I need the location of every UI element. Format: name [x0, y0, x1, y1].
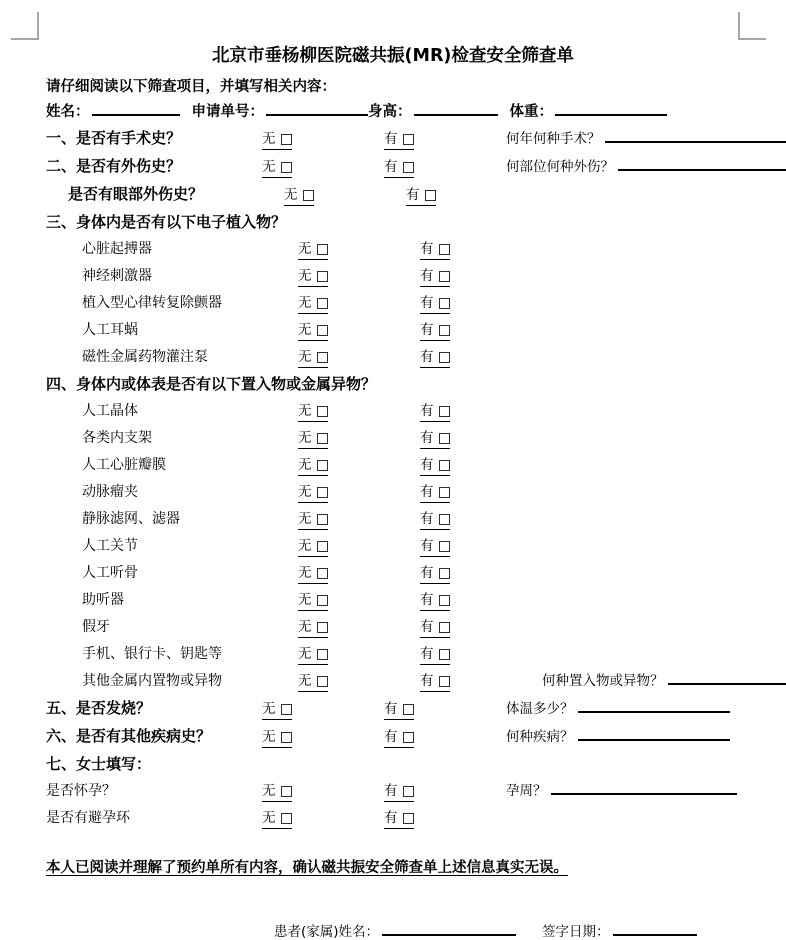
no-checkbox[interactable]: [281, 786, 292, 797]
yes-option-group[interactable]: [420, 673, 450, 692]
question-row: [46, 236, 762, 263]
no-option: [298, 317, 420, 344]
no-checkbox[interactable]: [317, 352, 328, 363]
instruction-text: 请仔细阅读以下筛查项目，并填写相关内容：: [46, 78, 762, 97]
no-option-label: 无: [284, 187, 298, 204]
signature-row: [46, 920, 762, 940]
no-option: [298, 533, 420, 560]
yes-option-label: 有: [420, 646, 434, 663]
yes-option: [420, 344, 542, 371]
yes-option-label: 有: [420, 538, 434, 555]
signature-date-label: 签字日期：: [542, 920, 610, 940]
yes-option: [420, 668, 542, 695]
question-label: 手机、银行卡、钥匙等: [46, 641, 298, 668]
no-checkbox[interactable]: [281, 162, 292, 173]
no-option-group[interactable]: [298, 484, 328, 503]
question-label: 人工关节: [46, 533, 298, 560]
yes-option-label: 有: [384, 131, 398, 148]
followup-input[interactable]: [578, 699, 730, 713]
yes-option-label: 有: [420, 403, 434, 420]
no-option-group[interactable]: [298, 592, 328, 611]
order-field[interactable]: [192, 101, 369, 123]
section-heading: 七、女士填写：: [46, 751, 762, 778]
yes-option-group[interactable]: [420, 511, 450, 530]
no-option: [284, 182, 406, 209]
yes-option-group[interactable]: [420, 295, 450, 314]
question-row: [46, 125, 762, 153]
question-row: [46, 695, 762, 723]
no-checkbox[interactable]: [317, 649, 328, 660]
question-label: 心脏起搏器: [46, 236, 298, 263]
question-row: [46, 614, 762, 641]
yes-option-label: 有: [384, 701, 398, 718]
yes-option-label: 有: [420, 295, 434, 312]
yes-option: [420, 614, 542, 641]
yes-option-group[interactable]: [384, 701, 414, 720]
yes-option-label: 有: [420, 484, 434, 501]
question-label: 一、是否有手术史？: [46, 125, 262, 152]
yes-option-group[interactable]: [420, 349, 450, 368]
no-option: [262, 724, 384, 751]
no-checkbox[interactable]: [317, 460, 328, 471]
yes-option: [420, 533, 542, 560]
no-checkbox[interactable]: [317, 568, 328, 579]
no-checkbox[interactable]: [317, 487, 328, 498]
weight-input[interactable]: [555, 101, 667, 116]
crop-mark-top-left-icon: [11, 12, 39, 40]
no-option-group[interactable]: [298, 538, 328, 557]
name-input[interactable]: [92, 101, 180, 116]
no-option-label: 无: [298, 592, 312, 609]
name-label: 姓名：: [46, 102, 90, 123]
crop-mark-top-right-icon: [738, 12, 766, 40]
yes-option-label: 有: [384, 729, 398, 746]
no-option: [298, 263, 420, 290]
no-option: [298, 668, 420, 695]
no-option-label: 无: [298, 457, 312, 474]
followup-field[interactable]: [506, 696, 730, 723]
no-option: [298, 587, 420, 614]
yes-option-group[interactable]: [420, 565, 450, 584]
patient-signature-input[interactable]: [382, 922, 516, 936]
yes-option: [420, 506, 542, 533]
yes-option-group[interactable]: [384, 159, 414, 178]
question-label: 助听器: [46, 587, 298, 614]
no-option-label: 无: [298, 268, 312, 285]
yes-checkbox[interactable]: [439, 514, 450, 525]
no-option-group[interactable]: [298, 349, 328, 368]
no-option: [262, 805, 384, 832]
no-option-group[interactable]: [298, 295, 328, 314]
yes-option-group[interactable]: [420, 457, 450, 476]
no-option-group[interactable]: [298, 646, 328, 665]
followup-label: 何种置入物或异物？: [542, 668, 664, 695]
followup-field[interactable]: [542, 668, 786, 695]
yes-checkbox[interactable]: [403, 813, 414, 824]
yes-option: [384, 126, 506, 153]
yes-checkbox[interactable]: [439, 352, 450, 363]
yes-option-group[interactable]: [384, 810, 414, 829]
no-checkbox[interactable]: [317, 406, 328, 417]
no-option-label: 无: [262, 783, 276, 800]
no-option-group[interactable]: [262, 783, 292, 802]
yes-option: [384, 724, 506, 751]
no-option-group[interactable]: [262, 131, 292, 150]
no-option-label: 无: [298, 241, 312, 258]
no-option: [262, 126, 384, 153]
no-option-label: 无: [298, 295, 312, 312]
section-heading: 四、身体内或体表是否有以下置入物或金属异物？: [46, 371, 762, 398]
no-option-label: 无: [262, 159, 276, 176]
yes-checkbox[interactable]: [439, 487, 450, 498]
no-option-label: 无: [298, 430, 312, 447]
yes-option: [420, 425, 542, 452]
followup-input[interactable]: [578, 727, 730, 741]
yes-checkbox[interactable]: [439, 271, 450, 282]
yes-option-label: 有: [384, 159, 398, 176]
yes-option-label: 有: [420, 511, 434, 528]
yes-option-group[interactable]: [384, 783, 414, 802]
yes-option-group[interactable]: [420, 619, 450, 638]
followup-label: 何部位何种外伤？: [506, 154, 614, 181]
yes-option: [420, 560, 542, 587]
weight-label: 体重：: [510, 102, 554, 123]
yes-option-group[interactable]: [420, 268, 450, 287]
identity-row: [46, 101, 762, 123]
followup-field[interactable]: [506, 126, 786, 153]
no-checkbox[interactable]: [303, 190, 314, 201]
no-option-group[interactable]: [298, 268, 328, 287]
yes-option-group[interactable]: [420, 430, 450, 449]
no-option-label: 无: [298, 511, 312, 528]
yes-checkbox[interactable]: [439, 649, 450, 660]
question-row: [46, 317, 762, 344]
no-checkbox[interactable]: [317, 595, 328, 606]
height-input[interactable]: [414, 101, 498, 116]
yes-checkbox[interactable]: [403, 162, 414, 173]
question-row: [46, 479, 762, 506]
question-row: [46, 425, 762, 452]
no-checkbox[interactable]: [317, 244, 328, 255]
form-content: [46, 78, 762, 940]
question-label: 是否有避孕环: [46, 805, 262, 832]
yes-checkbox[interactable]: [439, 595, 450, 606]
yes-checkbox[interactable]: [439, 622, 450, 633]
yes-option: [406, 182, 528, 209]
no-option-group[interactable]: [262, 701, 292, 720]
no-checkbox[interactable]: [281, 813, 292, 824]
no-option-label: 无: [262, 131, 276, 148]
yes-option: [420, 317, 542, 344]
no-option: [298, 344, 420, 371]
yes-option-group[interactable]: [420, 322, 450, 341]
yes-checkbox[interactable]: [403, 704, 414, 715]
yes-option: [420, 479, 542, 506]
yes-option-label: 有: [384, 810, 398, 827]
yes-option-label: 有: [420, 268, 434, 285]
yes-option-label: 有: [384, 783, 398, 800]
yes-option-label: 有: [420, 430, 434, 447]
yes-checkbox[interactable]: [439, 541, 450, 552]
yes-option-label: 有: [420, 565, 434, 582]
yes-checkbox[interactable]: [439, 244, 450, 255]
yes-checkbox[interactable]: [439, 406, 450, 417]
yes-option-label: 有: [420, 349, 434, 366]
no-option: [262, 778, 384, 805]
question-label: 其他金属内置物或异物: [46, 668, 298, 695]
yes-checkbox[interactable]: [439, 676, 450, 687]
question-label: 人工听骨: [46, 560, 298, 587]
yes-option-group[interactable]: [420, 592, 450, 611]
patient-signature-label: 患者(家属)姓名：: [274, 920, 379, 940]
yes-option-group[interactable]: [420, 646, 450, 665]
yes-option-group[interactable]: [406, 187, 436, 206]
question-label: 五、是否发烧？: [46, 695, 262, 722]
question-row: [46, 181, 762, 209]
question-row: [46, 153, 762, 181]
no-option: [262, 696, 384, 723]
yes-option-group[interactable]: [420, 538, 450, 557]
yes-option-group[interactable]: [420, 241, 450, 260]
no-option-group[interactable]: [262, 159, 292, 178]
question-row: [46, 560, 762, 587]
no-option: [298, 479, 420, 506]
followup-input[interactable]: [618, 157, 786, 171]
no-option-label: 无: [298, 349, 312, 366]
no-option-label: 无: [298, 322, 312, 339]
yes-checkbox[interactable]: [439, 460, 450, 471]
no-checkbox[interactable]: [317, 433, 328, 444]
height-field[interactable]: [368, 101, 498, 123]
no-option-group[interactable]: [298, 322, 328, 341]
question-row: [46, 723, 762, 751]
yes-option-label: 有: [420, 457, 434, 474]
question-label: 是否怀孕？: [46, 778, 262, 805]
signature-date-field[interactable]: [542, 920, 697, 940]
yes-option-label: 有: [420, 322, 434, 339]
followup-label: 体温多少？: [506, 696, 574, 723]
no-option-group[interactable]: [298, 619, 328, 638]
question-row: [46, 587, 762, 614]
followup-field[interactable]: [506, 154, 786, 181]
yes-option-label: 有: [406, 187, 420, 204]
followup-input[interactable]: [551, 781, 737, 795]
declaration-text: 本人已阅读并理解了预约单所有内容，确认磁共振安全筛查单上述信息真实无误。: [46, 858, 762, 878]
no-checkbox[interactable]: [317, 514, 328, 525]
no-option: [298, 452, 420, 479]
yes-option: [384, 778, 506, 805]
question-label: 神经刺激器: [46, 263, 298, 290]
order-input[interactable]: [266, 101, 368, 116]
yes-option: [420, 452, 542, 479]
question-row: [46, 805, 762, 832]
question-label: 人工晶体: [46, 398, 298, 425]
no-option: [262, 154, 384, 181]
followup-field[interactable]: [506, 778, 737, 805]
question-row: [46, 641, 762, 668]
no-option-group[interactable]: [298, 403, 328, 422]
question-row: [46, 452, 762, 479]
question-row: [46, 398, 762, 425]
followup-label: 何年何种手术？: [506, 126, 601, 153]
no-option-label: 无: [298, 565, 312, 582]
yes-checkbox[interactable]: [439, 568, 450, 579]
question-label: 各类内支架: [46, 425, 298, 452]
question-row: [46, 668, 762, 695]
no-checkbox[interactable]: [281, 134, 292, 145]
no-option: [298, 398, 420, 425]
sections-container: [46, 125, 762, 832]
name-field[interactable]: [46, 101, 180, 123]
no-option-label: 无: [298, 646, 312, 663]
no-option-label: 无: [298, 484, 312, 501]
yes-option-group[interactable]: [384, 131, 414, 150]
yes-checkbox[interactable]: [439, 325, 450, 336]
yes-option: [420, 398, 542, 425]
no-option-group[interactable]: [298, 511, 328, 530]
question-row: [46, 506, 762, 533]
question-row: [46, 533, 762, 560]
yes-option: [420, 290, 542, 317]
no-option-group[interactable]: [298, 457, 328, 476]
question-row: [46, 290, 762, 317]
no-option-label: 无: [262, 729, 276, 746]
yes-option-group[interactable]: [420, 403, 450, 422]
no-option-group[interactable]: [284, 187, 314, 206]
section-heading: 三、身体内是否有以下电子植入物？: [46, 209, 762, 236]
height-label: 身高：: [368, 102, 412, 123]
followup-field[interactable]: [506, 724, 730, 751]
no-option: [298, 641, 420, 668]
no-option-label: 无: [298, 403, 312, 420]
weight-field[interactable]: [510, 101, 668, 123]
question-label: 假牙: [46, 614, 298, 641]
yes-option-label: 有: [420, 241, 434, 258]
yes-checkbox[interactable]: [425, 190, 436, 201]
question-label: 植入型心律转复除颤器: [46, 290, 298, 317]
no-option: [298, 290, 420, 317]
followup-label: 孕周？: [506, 778, 547, 805]
question-label: 磁性金属药物灌注泵: [46, 344, 298, 371]
question-label: 是否有眼部外伤史？: [46, 181, 284, 208]
yes-checkbox[interactable]: [403, 134, 414, 145]
yes-checkbox[interactable]: [439, 298, 450, 309]
yes-option-group[interactable]: [384, 729, 414, 748]
yes-option: [420, 236, 542, 263]
followup-input[interactable]: [605, 129, 786, 143]
no-checkbox[interactable]: [317, 271, 328, 282]
no-option: [298, 425, 420, 452]
no-checkbox[interactable]: [281, 732, 292, 743]
no-option: [298, 506, 420, 533]
no-option: [298, 614, 420, 641]
yes-option: [420, 263, 542, 290]
no-option-group[interactable]: [298, 565, 328, 584]
no-option: [298, 236, 420, 263]
yes-option-label: 有: [420, 592, 434, 609]
signature-date-input[interactable]: [613, 922, 697, 936]
yes-option: [420, 587, 542, 614]
no-checkbox[interactable]: [317, 541, 328, 552]
no-option-label: 无: [262, 701, 276, 718]
no-option-group[interactable]: [298, 241, 328, 260]
yes-option-label: 有: [420, 619, 434, 636]
no-option-label: 无: [298, 619, 312, 636]
patient-signature-field[interactable]: [274, 920, 516, 940]
order-label: 申请单号：: [192, 102, 265, 123]
yes-option: [420, 641, 542, 668]
no-checkbox[interactable]: [317, 622, 328, 633]
yes-option: [384, 696, 506, 723]
no-option-label: 无: [262, 810, 276, 827]
yes-checkbox[interactable]: [439, 433, 450, 444]
yes-option: [384, 154, 506, 181]
yes-checkbox[interactable]: [403, 732, 414, 743]
question-row: [46, 778, 762, 805]
no-checkbox[interactable]: [317, 325, 328, 336]
no-checkbox[interactable]: [317, 298, 328, 309]
yes-option: [384, 805, 506, 832]
no-option: [298, 560, 420, 587]
no-option-group[interactable]: [262, 729, 292, 748]
no-option-group[interactable]: [262, 810, 292, 829]
question-label: 六、是否有其他疾病史？: [46, 723, 262, 750]
no-checkbox[interactable]: [317, 676, 328, 687]
no-option-label: 无: [298, 673, 312, 690]
no-option-group[interactable]: [298, 430, 328, 449]
question-row: [46, 263, 762, 290]
no-checkbox[interactable]: [281, 704, 292, 715]
question-row: [46, 344, 762, 371]
followup-input[interactable]: [668, 671, 786, 685]
question-label: 二、是否有外伤史？: [46, 153, 262, 180]
question-label: 静脉滤网、滤器: [46, 506, 298, 533]
yes-checkbox[interactable]: [403, 786, 414, 797]
yes-option-label: 有: [420, 673, 434, 690]
question-label: 人工心脏瓣膜: [46, 452, 298, 479]
question-label: 人工耳蜗: [46, 317, 298, 344]
no-option-label: 无: [298, 538, 312, 555]
question-label: 动脉瘤夹: [46, 479, 298, 506]
page-title: 北京市垂杨柳医院磁共振(MR)检查安全筛查单: [0, 42, 786, 67]
yes-option-group[interactable]: [420, 484, 450, 503]
no-option-group[interactable]: [298, 673, 328, 692]
followup-label: 何种疾病？: [506, 724, 574, 751]
